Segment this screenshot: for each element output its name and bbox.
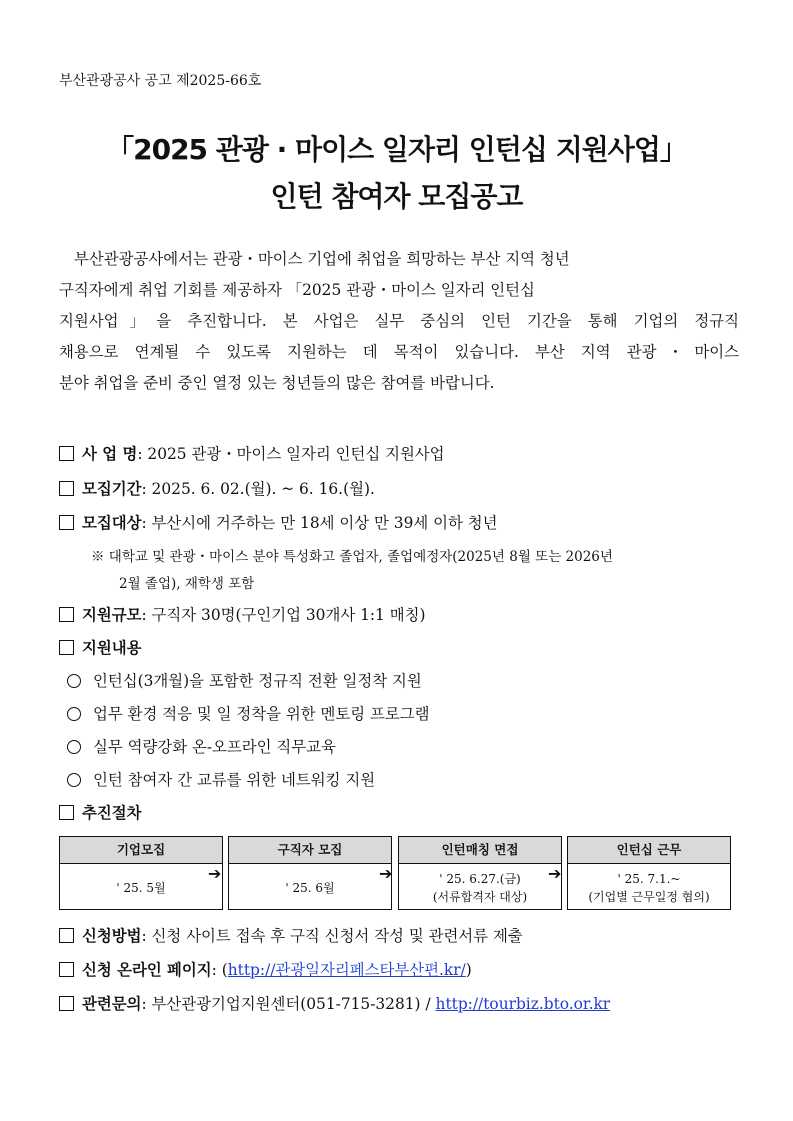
intro-line: 채용으로 연계될 수 있도록 지원하는 데 목적이 있습니다. 부산 지역 관광・마이스	[59, 343, 739, 361]
circle-bullet-icon	[67, 740, 81, 754]
checkbox-square-icon	[59, 996, 74, 1011]
procedure-step-title: 기업모집	[60, 837, 222, 864]
item-label: 지원내용	[82, 639, 142, 657]
item-label: 관련문의	[82, 995, 142, 1013]
item-value: : 2025 관광・마이스 일자리 인턴십 지원사업	[137, 445, 445, 463]
procedure-step-line1: ' 25. 6.27.(금)	[439, 871, 521, 886]
item-scale	[59, 603, 426, 625]
content-item	[67, 735, 336, 757]
item-value: : 구직자 30명(구인기업 30개사 1:1 매칭)	[141, 606, 426, 624]
content-item	[67, 702, 430, 724]
item-label: 모집기간	[82, 480, 142, 498]
circle-bullet-icon	[67, 707, 81, 721]
procedure-step-line1: ' 25. 6월	[285, 880, 335, 895]
content-item-text: 인턴십(3개월)을 포함한 정규직 전환 일정착 지원	[93, 672, 422, 690]
procedure-step-title: 구직자 모집	[229, 837, 391, 864]
procedure-step-line2: (서류합격자 대상)	[432, 889, 528, 904]
page-title: 「2025 관광 · 마이스 일자리 인턴십 지원사업」	[106, 133, 687, 166]
item-method	[59, 924, 523, 946]
circle-bullet-icon	[67, 674, 81, 688]
checkbox-square-icon	[59, 607, 74, 622]
content-item-text: 인턴 참여자 간 교류를 위한 네트워킹 지원	[93, 771, 376, 789]
online-page-link[interactable]: http://관광일자리페스타부산편.kr/	[227, 961, 466, 979]
intro-line: 부산관광공사에서는 관광・마이스 기업에 취업을 희망하는 부산 지역 청년	[74, 250, 570, 268]
right-arrow-icon: ➔	[208, 864, 222, 883]
procedure-step	[228, 836, 392, 910]
item-content	[59, 636, 141, 658]
checkbox-square-icon	[59, 446, 74, 461]
checkbox-square-icon	[59, 515, 74, 530]
intro-line: 지원사업」을 추진합니다. 본 사업은 실무 중심의 인턴 기간을 통해 기업의 정규직	[59, 312, 739, 330]
procedure-step-line1: ' 25. 7.1.~	[617, 871, 681, 886]
procedure-step-line2: (기업별 근무일정 협의)	[588, 889, 710, 904]
item-label: 신청방법	[82, 927, 142, 945]
item-project-name	[59, 442, 445, 464]
checkbox-square-icon	[59, 928, 74, 943]
item-value: : 2025. 6. 02.(월). ~ 6. 16.(월).	[141, 480, 375, 498]
item-period	[59, 477, 375, 499]
circle-bullet-icon	[67, 773, 81, 787]
item-target	[59, 511, 497, 533]
procedure-step-line1: ' 25. 5월	[116, 880, 166, 895]
item-inquiry	[59, 992, 610, 1014]
target-note-line2: 2월 졸업), 재학생 포함	[119, 576, 255, 592]
inquiry-link[interactable]: http://tourbiz.bto.or.kr	[435, 995, 611, 1013]
item-label: 추진절차	[82, 804, 142, 822]
checkbox-square-icon	[59, 481, 74, 496]
procedure-step	[398, 836, 562, 910]
page-subtitle: 인턴 참여자 모집공고	[270, 180, 523, 213]
item-label: 지원규모	[82, 606, 142, 624]
procedure-step	[567, 836, 731, 910]
checkbox-square-icon	[59, 962, 74, 977]
content-item	[67, 669, 422, 691]
procedure-step	[59, 836, 223, 910]
checkbox-square-icon	[59, 805, 74, 820]
intro-paragraph	[59, 244, 739, 399]
item-label: 모집대상	[82, 514, 142, 532]
right-arrow-icon: ➔	[379, 864, 393, 883]
procedure-step-title: 인턴십 근무	[568, 837, 730, 864]
item-value: : 신청 사이트 접속 후 구직 신청서 작성 및 관련서류 제출	[141, 927, 523, 945]
checkbox-square-icon	[59, 640, 74, 655]
item-value: : 부산관광기업지원센터(051-715-3281) /	[141, 995, 436, 1013]
item-label: 사 업 명	[82, 445, 138, 463]
content-item-text: 업무 환경 적응 및 일 정착을 위한 멘토링 프로그램	[93, 705, 430, 723]
procedure-step-title: 인턴매칭 면접	[399, 837, 561, 864]
item-value-prefix: : (	[211, 961, 228, 979]
right-arrow-icon: ➔	[548, 864, 562, 883]
item-procedure	[59, 801, 141, 823]
item-value: : 부산시에 거주하는 만 18세 이상 만 39세 이하 청년	[141, 514, 498, 532]
intro-line: 분야 취업을 준비 중인 열정 있는 청년들의 많은 참여를 바랍니다.	[59, 374, 495, 392]
item-online-page	[59, 958, 472, 980]
item-label: 신청 온라인 페이지	[82, 961, 212, 979]
intro-line: 구직자에게 취업 기회를 제공하자 「2025 관광・마이스 일자리 인턴십	[59, 281, 535, 299]
target-note-line1: ※ 대학교 및 관광・마이스 분야 특성화고 졸업자, 졸업예정자(2025년 8월 또는 2026년	[91, 549, 613, 565]
item-value-suffix: )	[465, 961, 472, 979]
content-item	[67, 768, 375, 790]
notice-number: 부산관광공사 공고 제2025-66호	[59, 73, 262, 89]
content-item-text: 실무 역량강화 온-오프라인 직무교육	[93, 738, 336, 756]
